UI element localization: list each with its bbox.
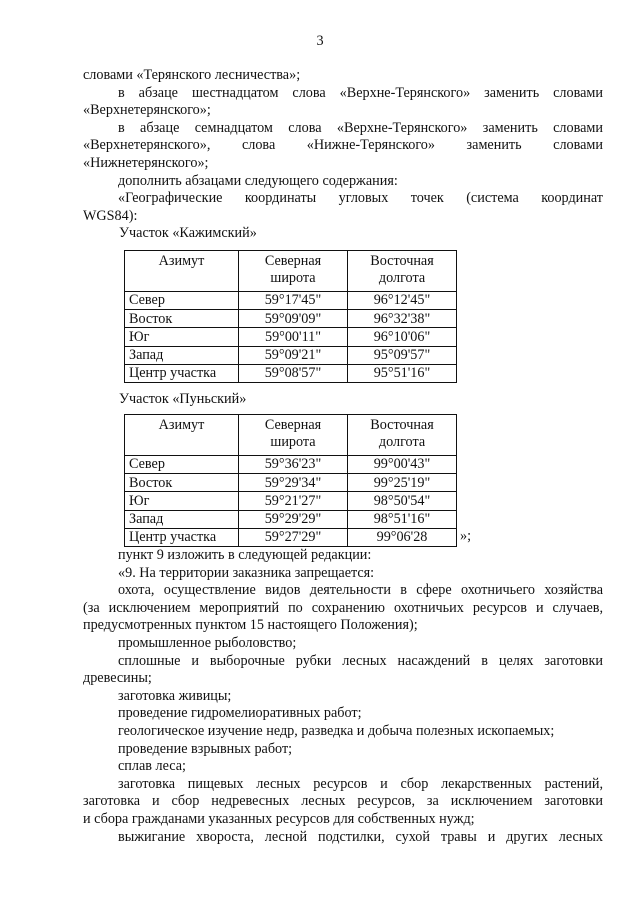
- north-latitude-cell: 59°00'11": [239, 328, 348, 346]
- table-closing-quote: »;: [460, 528, 472, 544]
- header-azimut: Азимут: [125, 251, 239, 292]
- text-line: проведение взрывных работ;: [118, 740, 293, 757]
- azimut-cell: Восток: [125, 310, 239, 328]
- east-longitude-cell: 95°09'57": [348, 346, 457, 364]
- east-longitude-cell: 99°06'28: [348, 528, 457, 546]
- north-latitude-cell: 59°29'34": [239, 474, 348, 492]
- coordinates-table-kazhimsky: [124, 250, 457, 383]
- table-row: [125, 328, 457, 346]
- table-header-row: [125, 251, 457, 292]
- table-row: [125, 456, 457, 474]
- north-latitude-cell: 59°21'27": [239, 492, 348, 510]
- table-row: [125, 492, 457, 510]
- table-row: [125, 474, 457, 492]
- text-line: «Верхнетерянского»;: [83, 102, 211, 119]
- text-line: и сбора гражданами указанных ресурсов для собственных нужд;: [83, 810, 475, 827]
- azimut-cell: Север: [125, 292, 239, 310]
- azimut-cell: Восток: [125, 474, 239, 492]
- table-row: [125, 364, 457, 382]
- north-latitude-cell: 59°17'45": [239, 292, 348, 310]
- text-line: геологическое изучение недр, разведка и добыча полезных ископаемых;: [118, 722, 555, 739]
- text-line: «Географические координаты угловых точек (система координат: [118, 190, 603, 207]
- header-north-latitude: Северная широта: [239, 251, 348, 292]
- north-latitude-cell: 59°09'21": [239, 346, 348, 364]
- azimut-cell: Центр участка: [125, 528, 239, 546]
- east-longitude-cell: 96°32'38": [348, 310, 457, 328]
- north-latitude-cell: 59°08'57": [239, 364, 348, 382]
- east-longitude-cell: 99°25'19": [348, 474, 457, 492]
- azimut-cell: Юг: [125, 492, 239, 510]
- table-row: [125, 346, 457, 364]
- table-row: [125, 310, 457, 328]
- page-number: 3: [316, 33, 324, 49]
- text-line: WGS84):: [83, 207, 138, 224]
- header-azimut: Азимут: [125, 415, 239, 456]
- header-east-longitude: Восточная долгота: [348, 251, 457, 292]
- top-text-block: [83, 67, 603, 225]
- east-longitude-cell: 99°00'43": [348, 456, 457, 474]
- azimut-cell: Запад: [125, 510, 239, 528]
- north-latitude-cell: 59°27'29": [239, 528, 348, 546]
- text-line: предусмотренных пунктом 15 настоящего Положения);: [83, 617, 418, 634]
- text-line: пункт 9 изложить в следующей редакции:: [118, 547, 372, 563]
- azimut-cell: Юг: [125, 328, 239, 346]
- text-line: промышленное рыболовство;: [118, 634, 297, 651]
- table-header-row: [125, 415, 457, 456]
- text-line: «Нижнетерянского»;: [83, 154, 209, 171]
- text-line: (за исключением мероприятий по сохранению охотничьих ресурсов и случаев,: [83, 599, 603, 616]
- text-line: сплошные и выборочные рубки лесных насаждений в целях заготовки: [118, 652, 603, 669]
- coordinates-table-punsky: [124, 414, 457, 547]
- bottom-text-block: [83, 547, 603, 846]
- east-longitude-cell: 98°50'54": [348, 492, 457, 510]
- text-line: заготовка и сбор недревесных лесных ресурсов, за исключением заготовки: [83, 793, 603, 810]
- header-east-longitude: Восточная долгота: [348, 415, 457, 456]
- text-line: заготовка пищевых лесных ресурсов и сбор лекарственных растений,: [118, 775, 603, 792]
- table-row: [125, 528, 457, 546]
- text-line: заготовка живицы;: [118, 687, 232, 704]
- table-row: [125, 510, 457, 528]
- text-line: древесины;: [83, 670, 152, 687]
- text-line: в абзаце шестнадцатом слова «Верхне-Терянского» заменить словами: [118, 84, 603, 101]
- east-longitude-cell: 95°51'16": [348, 364, 457, 382]
- east-longitude-cell: 96°10'06": [348, 328, 457, 346]
- azimut-cell: Центр участка: [125, 364, 239, 382]
- text-line: сплав леса;: [118, 758, 186, 775]
- east-longitude-cell: 96°12'45": [348, 292, 457, 310]
- header-north-latitude: Северная широта: [239, 415, 348, 456]
- azimut-cell: Север: [125, 456, 239, 474]
- north-latitude-cell: 59°36'23": [239, 456, 348, 474]
- text-line: «Верхнетерянского», слова «Нижне-Терянского» заменить словами: [83, 137, 603, 154]
- text-line: «9. На территории заказника запрещается:: [118, 564, 375, 581]
- east-longitude-cell: 98°51'16": [348, 510, 457, 528]
- text-line: проведение гидромелиоративных работ;: [118, 705, 362, 722]
- section-title-punsky: Участок «Пуньский»: [119, 391, 247, 407]
- text-line: в абзаце семнадцатом слова «Верхне-Терянского» заменить словами: [118, 119, 603, 136]
- text-line: дополнить абзацами следующего содержания:: [118, 172, 398, 189]
- table-row: [125, 292, 457, 310]
- text-line: охота, осуществление видов деятельности в сфере охотничьего хозяйства: [118, 582, 603, 599]
- azimut-cell: Запад: [125, 346, 239, 364]
- text-line: выжигание хвороста, лесной подстилки, сухой травы и других лесных: [118, 828, 603, 845]
- north-latitude-cell: 59°29'29": [239, 510, 348, 528]
- section-title-kazhimsky: Участок «Кажимский»: [119, 225, 257, 241]
- north-latitude-cell: 59°09'09": [239, 310, 348, 328]
- text-line: словами «Терянского лесничества»;: [83, 67, 301, 83]
